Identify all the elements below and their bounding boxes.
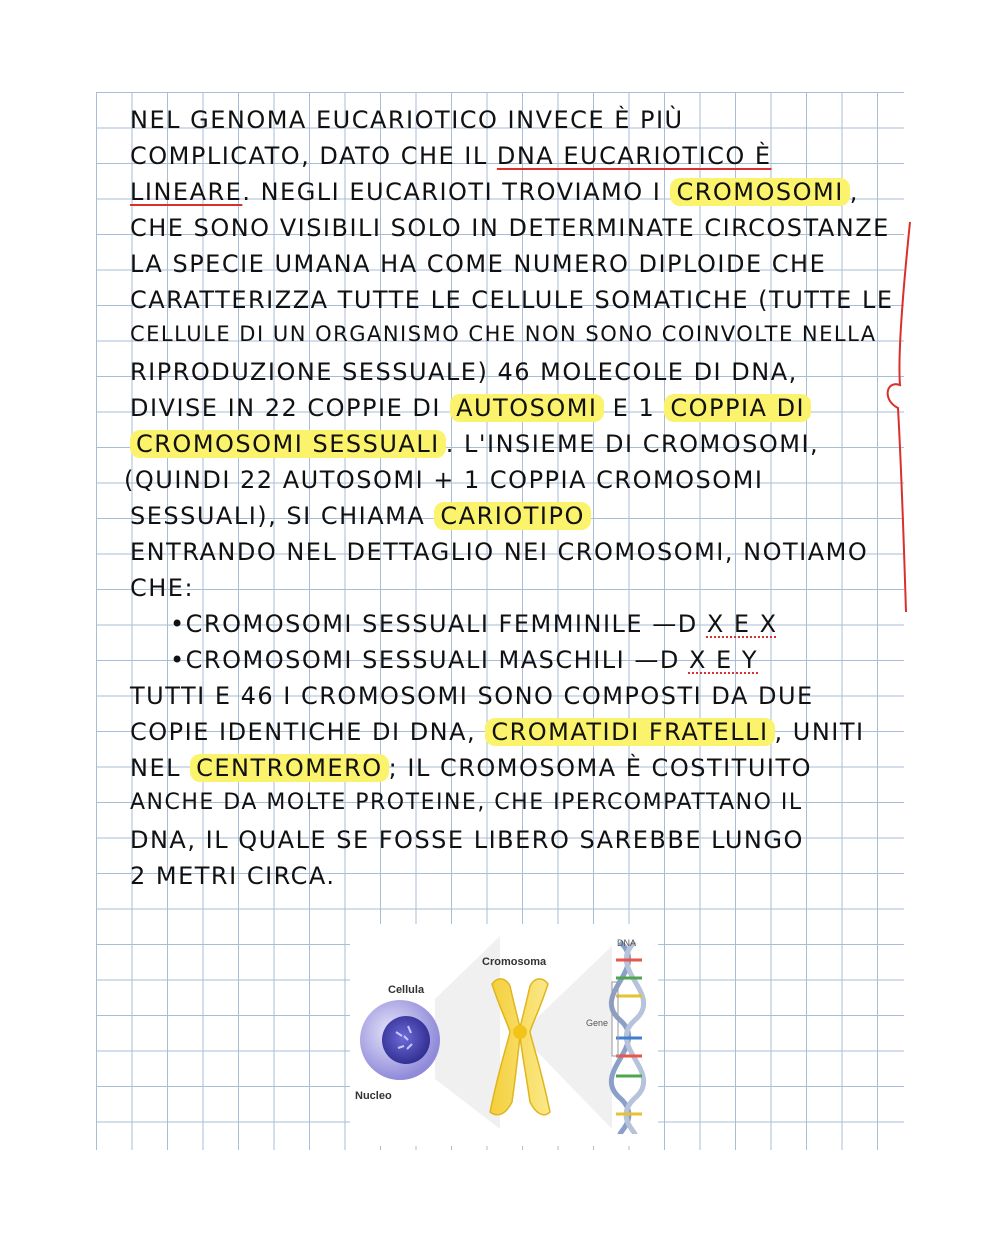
red-margin-bracket [880,220,920,620]
highlight-centromero: CENTROMERO [190,754,389,782]
note-line-18: COPIE IDENTICHE DI DNA, CROMATIDI FRATELLI , UNITI [130,718,865,746]
note-line-19: NEL CENTROMERO ; IL CROMOSOMA È COSTITUITO [130,754,813,782]
note-bullet-female: •CROMOSOMI SESSUALI FEMMINILE —D X E X [170,610,778,638]
note-line-10: CROMOSOMI SESSUALI . L'INSIEME DI CROMOSOMI, [130,430,819,458]
label-cellula: Cellula [388,984,425,996]
note-line-2: COMPLICATO, DATO CHE IL DNA EUCARIOTICO È [130,142,772,170]
note-line-20: ANCHE DA MOLTE PROTEINE, CHE IPERCOMPATTANO IL [130,790,803,815]
note-line-3: LINEARE. NEGLI EUCARIOTI TROVIAMO I CROMOSOMI , [130,178,859,206]
note-line-21: DNA, IL QUALE SE FOSSE LIBERO SAREBBE LUNGO [130,826,804,854]
label-gene: Gene [586,1018,609,1028]
note-line-6: CARATTERIZZA TUTTE LE CELLULE SOMATICHE (TUTTE LE [130,286,894,314]
note-line-8: RIPRODUZIONE SESSUALE) 46 MOLECOLE DI DNA, [130,358,798,386]
highlight-cromosomi-sessuali: CROMOSOMI SESSUALI [130,430,446,458]
chromosome-figure [350,924,658,1146]
highlight-coppia-di: COPPIA DI [664,394,811,422]
note-line-14: CHE: [130,574,195,602]
note-line-12: SESSUALI), SI CHIAMA CARIOTIPO [130,502,591,530]
nucleus-shape [382,1016,430,1064]
label-dna: DNA [617,938,637,948]
note-line-1: NEL GENOMA EUCARIOTICO INVECE È PIÙ [130,106,684,134]
centromere-shape [513,1025,527,1039]
note-line-7: CELLULE DI UN ORGANISMO CHE NON SONO COINVOLTE NELLA [130,322,877,346]
note-line-9: DIVISE IN 22 COPPIE DI AUTOSOMI E 1 COPPIA DI [130,394,811,422]
note-bullet-male: •CROMOSOMI SESSUALI MASCHILI —D X E Y [170,646,759,674]
note-line-5: LA SPECIE UMANA HA COME NUMERO DIPLOIDE CHE [130,250,827,278]
note-line-22: 2 METRI CIRCA. [130,862,336,890]
label-cromosoma: Cromosoma [482,956,547,968]
highlight-cariotipo: CARIOTIPO [434,502,590,530]
highlight-autosomi: AUTOSOMI [450,394,603,422]
dna-helix [611,942,643,1134]
note-line-4: CHE SONO VISIBILI SOLO IN DETERMINATE CIRCOSTANZE [130,214,890,242]
note-line-13: ENTRANDO NEL DETTAGLIO NEI CROMOSOMI, NOTIAMO [130,538,869,566]
note-line-11: (QUINDI 22 AUTOSOMI + 1 COPPIA CROMOSOMI [124,466,764,494]
highlight-cromosomi: CROMOSOMI [670,178,849,206]
highlight-cromatidi-fratelli: CROMATIDI FRATELLI [485,718,774,746]
note-line-17: TUTTI E 46 I CROMOSOMI SONO COMPOSTI DA DUE [130,682,814,710]
label-nucleo: Nucleo [355,1090,392,1102]
